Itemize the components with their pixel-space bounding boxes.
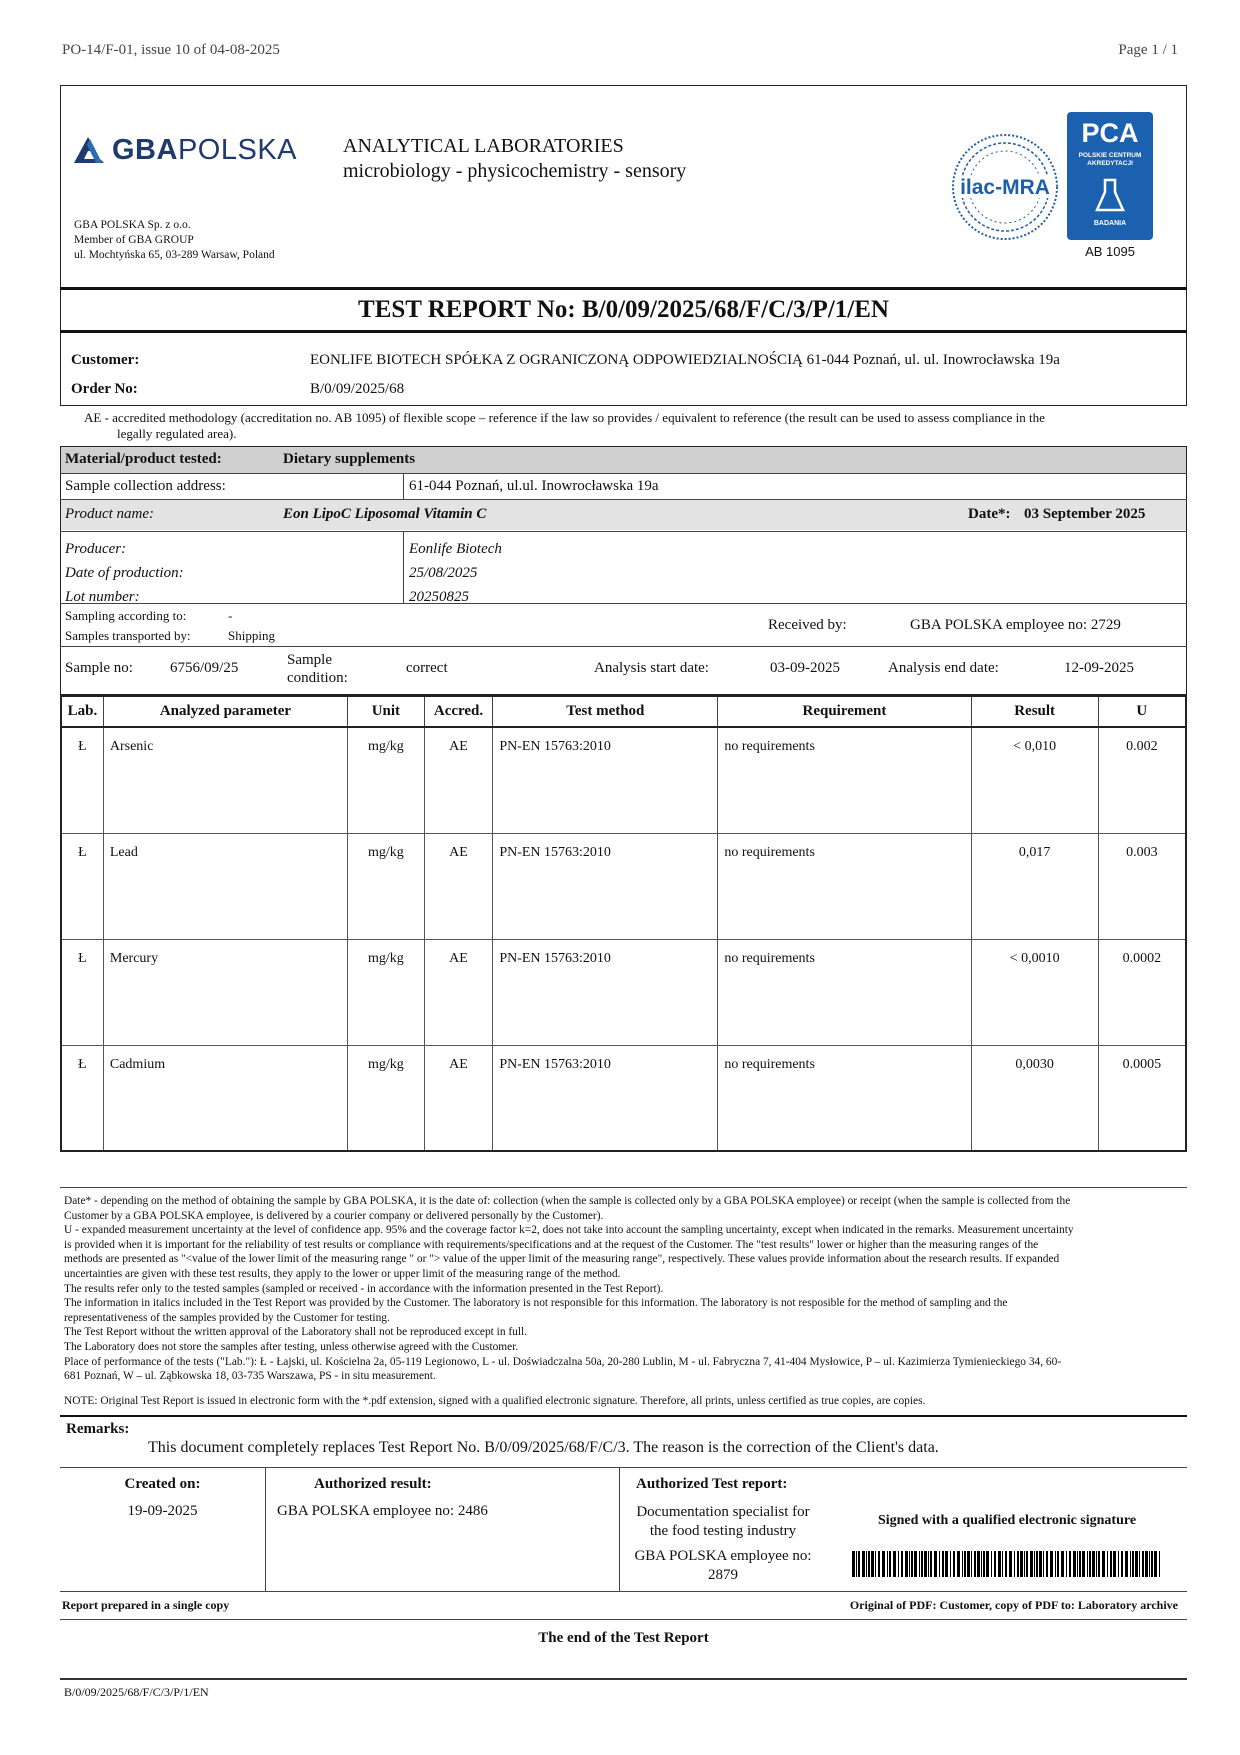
cell-unit: mg/kg: [348, 833, 425, 939]
material-row-bg: [61, 447, 1186, 473]
col-result: Result: [971, 696, 1098, 727]
transport-value: Shipping: [228, 628, 275, 643]
lot-value: 20250825: [409, 589, 469, 605]
cell-result: 0,017: [971, 833, 1098, 939]
auth-result-label: Authorized result:: [314, 1476, 432, 1492]
footnote-line: methods are presented as "<value of the lower limit of the measuring range " or "> value of the upper limit of the measuring range", respectively. These values provide information about the research results. If expanded: [64, 1253, 1060, 1266]
col-accred: Accred.: [424, 696, 493, 727]
cell-result: 0,0030: [971, 1045, 1098, 1151]
footnote-line: 681 Poznań, W – ul. Ząbkowska 18, 03-735 Warszawa, PS - in situ measurement.: [64, 1370, 436, 1383]
lab-title-line1: ANALYTICAL LABORATORIES: [343, 135, 624, 157]
ae-note: AE - accredited methodology (accreditation no. AB 1095) of flexible scope – reference if the law so provides / equivalent to reference (the result can be used to assess compliance in the legally regulated area).: [84, 410, 1045, 441]
received-value: GBA POLSKA employee no: 2729: [910, 617, 1121, 633]
cell-u: 0.0002: [1098, 939, 1186, 1045]
order-label: Order No:: [71, 381, 138, 397]
footer-report-id: B/0/09/2025/68/F/C/3/P/1/EN: [64, 1685, 209, 1699]
cell-accred: AE: [424, 833, 493, 939]
cell-requirement: no requirements: [718, 833, 971, 939]
cell-method: PN-EN 15763:2010: [493, 727, 718, 833]
footnotes: [64, 1194, 1179, 1384]
condition-value: correct: [406, 660, 448, 676]
cell-lab: Ł: [61, 727, 103, 833]
col-requirement: Requirement: [718, 696, 971, 727]
signed-text: Signed with a qualified electronic signature: [877, 1513, 1137, 1528]
sample-no-value: 6756/09/25: [170, 660, 239, 676]
report-title: TEST REPORT No: B/0/09/2025/68/F/C/3/P/1/EN: [358, 296, 889, 323]
material-label: Material/product tested:: [65, 451, 222, 467]
svg-text:ilac-MRA: ilac-MRA: [960, 176, 1050, 199]
condition-label: Sample condition:: [287, 652, 348, 686]
table-row: [61, 939, 1186, 1045]
pca-text: PCA: [1081, 118, 1139, 148]
sampling-value: -: [228, 608, 233, 623]
cell-u: 0.0005: [1098, 1045, 1186, 1151]
original-note: Original of PDF: Customer, copy of PDF to: Laboratory archive: [849, 1598, 1178, 1612]
pca-badge: [1067, 112, 1153, 240]
footnote-line: Place of performance of the tests ("Lab."): Ł - Łajski, ul. Kościelna 2a, 05-119 Legionowo, L - ul. Doświadczalna 50a, 20-280 Lublin, M - ul. Fabryczna 7, 41-404 Mysłowice, P – ul. Kazimierza Tymienieckiego 34, 60-: [64, 1355, 1062, 1368]
single-copy-note: Report prepared in a single copy: [62, 1598, 230, 1612]
auth-result-value: GBA POLSKA employee no: 2486: [277, 1503, 488, 1519]
footnote-line: Customer by a GBA POLSKA employee, is delivered by a courier company or delivered personally by the Customer).: [64, 1209, 604, 1222]
footnote-line: The results refer only to the tested samples (sampled or received - in accordance with the information presented in the Test Report).: [64, 1282, 664, 1295]
cell-accred: AE: [424, 939, 493, 1045]
table-row: [61, 727, 1186, 833]
cell-result: < 0,0010: [971, 939, 1098, 1045]
production-date-value: 25/08/2025: [409, 565, 478, 581]
material-value: Dietary supplements: [283, 451, 416, 467]
end-date-label: Analysis end date:: [888, 660, 999, 676]
col-lab: Lab.: [61, 696, 103, 727]
cell-method: PN-EN 15763:2010: [493, 1045, 718, 1151]
ab-number: AB 1095: [1085, 244, 1135, 259]
end-date-value: 12-09-2025: [1064, 660, 1134, 676]
cell-accred: AE: [424, 727, 493, 833]
table-row: [61, 833, 1186, 939]
date-value: 03 September 2025: [1024, 506, 1146, 522]
customer-label: Customer:: [71, 352, 140, 368]
transport-label: Samples transported by:: [65, 628, 191, 643]
production-date-label: Date of production:: [65, 565, 184, 581]
cell-lab: Ł: [61, 833, 103, 939]
order-value: B/0/09/2025/68: [310, 381, 405, 397]
remarks-text: This document completely replaces Test Report No. B/0/09/2025/68/F/C/3. The reason is the correction of the Client's data.: [148, 1439, 939, 1456]
footnote-line: The Test Report without the written approval of the Laboratory shall not be reproduced except in full.: [64, 1326, 528, 1339]
company-member: Member of GBA GROUP: [74, 234, 194, 246]
barcode-icon: [852, 1551, 1162, 1577]
producer-label: Producer:: [65, 541, 127, 557]
footnote-line: The information in italics included in the Test Report was provided by the Customer. The laboratory is not responsible for this information. The laboratory is not resposible for the method of sampling and the: [64, 1297, 1008, 1310]
start-date-label: Analysis start date:: [594, 660, 709, 676]
created-label: Created on:: [124, 1476, 201, 1492]
producer-values: [409, 537, 502, 609]
product-label: Product name:: [65, 506, 155, 522]
ilac-mra-seal: [950, 132, 1060, 242]
cell-lab: Ł: [61, 1045, 103, 1151]
cell-parameter: Mercury: [103, 939, 347, 1045]
pca-subtitle: POLSKIE CENTRUM AKREDYTACJI: [1078, 152, 1142, 167]
cell-parameter: Arsenic: [103, 727, 347, 833]
address-label: Sample collection address:: [65, 478, 226, 494]
lab-title-line2: microbiology - physicochemistry - sensory: [343, 160, 687, 182]
footnote-line: is provided when it is important for the reliability of test results or compliance with requirements/specifications and at the request of the Customer. The "test results" lower or higher than the measuring ranges of the: [64, 1238, 1039, 1251]
results-header-row: [61, 696, 1186, 727]
results-table: [60, 695, 1187, 1152]
flask-icon: [1095, 178, 1125, 214]
auth-report-employee: GBA POLSKA employee no: 2879: [634, 1548, 812, 1583]
remarks-label: Remarks:: [66, 1421, 130, 1437]
electronic-note: NOTE: Original Test Report is issued in electronic form with the *.pdf extension, signed with a qualified electronic signature. Therefore, all prints, unless certified as true copies, are copies.: [64, 1395, 926, 1407]
lab-title: [343, 134, 686, 184]
cell-unit: mg/kg: [348, 727, 425, 833]
footnote-line: Date* - depending on the method of obtaining the sample by GBA POLSKA, it is the date of: collection (when the sample is collected only by a GBA POLSKA employee) or receipt (when the sample is collected from the: [64, 1195, 1071, 1207]
lot-label: Lot number:: [65, 589, 140, 605]
company-address-block: [74, 218, 275, 263]
cell-method: PN-EN 15763:2010: [493, 939, 718, 1045]
auth-report-role: Documentation specialist for the food testing industry: [636, 1504, 810, 1539]
pca-badania: BADANIA: [1093, 220, 1127, 227]
customer-value: EONLIFE BIOTECH SPÓŁKA Z OGRANICZONĄ ODPOWIEDZIALNOŚCIĄ 61-044 Poznań, ul. ul. Inowrocławska 19a: [310, 352, 1060, 368]
received-label: Received by:: [768, 617, 847, 633]
company-address: ul. Mochtyńska 65, 03-289 Warsaw, Poland: [74, 249, 275, 261]
product-value: Eon LipoC Liposomal Vitamin C: [283, 506, 487, 522]
cell-requirement: no requirements: [718, 1045, 971, 1151]
footnote-line: U - expanded measurement uncertainty at the level of confidence app. 95% and the coverage factor k=2, does not take into account the sampling uncertainty, except when indicated in the remarks. Measurement uncertainty: [64, 1224, 1074, 1237]
sample-no-label: Sample no:: [65, 660, 133, 676]
start-date-value: 03-09-2025: [770, 660, 840, 676]
cell-method: PN-EN 15763:2010: [493, 833, 718, 939]
cell-requirement: no requirements: [718, 939, 971, 1045]
table-row: [61, 1045, 1186, 1151]
cell-parameter: Lead: [103, 833, 347, 939]
form-id: PO-14/F-01, issue 10 of 04-08-2025: [62, 42, 280, 58]
end-of-report: The end of the Test Report: [538, 1630, 709, 1646]
col-method: Test method: [493, 696, 718, 727]
col-u: U: [1098, 696, 1186, 727]
footnote-line: uncertainties are given with these test results, they apply to the lower or upper limit of the measuring range of the method.: [64, 1267, 621, 1280]
producer-value: Eonlife Biotech: [409, 541, 502, 557]
cell-accred: AE: [424, 1045, 493, 1151]
producer-labels: [65, 537, 184, 609]
page-number: Page 1 / 1: [1118, 42, 1178, 58]
footnote-line: representativeness of the samples provided by the Customer for testing.: [64, 1311, 390, 1324]
company-name: GBA POLSKA Sp. z o.o.: [74, 219, 191, 231]
cell-requirement: no requirements: [718, 727, 971, 833]
cell-unit: mg/kg: [348, 939, 425, 1045]
cell-result: < 0,010: [971, 727, 1098, 833]
cell-parameter: Cadmium: [103, 1045, 347, 1151]
created-value: 19-09-2025: [127, 1503, 198, 1519]
auth-report-label: Authorized Test report:: [636, 1476, 788, 1492]
cell-lab: Ł: [61, 939, 103, 1045]
address-value: 61-044 Poznań, ul.ul. Inowrocławska 19a: [409, 478, 659, 494]
ilac-seal-icon: [950, 132, 1060, 242]
cell-unit: mg/kg: [348, 1045, 425, 1151]
col-unit: Unit: [348, 696, 425, 727]
product-row-bg: [61, 500, 1186, 530]
footnote-line: The Laboratory does not store the samples after testing, unless otherwise agreed with the Customer.: [64, 1340, 519, 1353]
date-label: Date*:: [968, 506, 1011, 522]
col-parameter: Analyzed parameter: [103, 696, 347, 727]
cell-u: 0.003: [1098, 833, 1186, 939]
cell-u: 0.002: [1098, 727, 1186, 833]
sampling-label: Sampling according to:: [65, 608, 187, 623]
gba-logo: GBAPOLSKA: [74, 133, 294, 169]
